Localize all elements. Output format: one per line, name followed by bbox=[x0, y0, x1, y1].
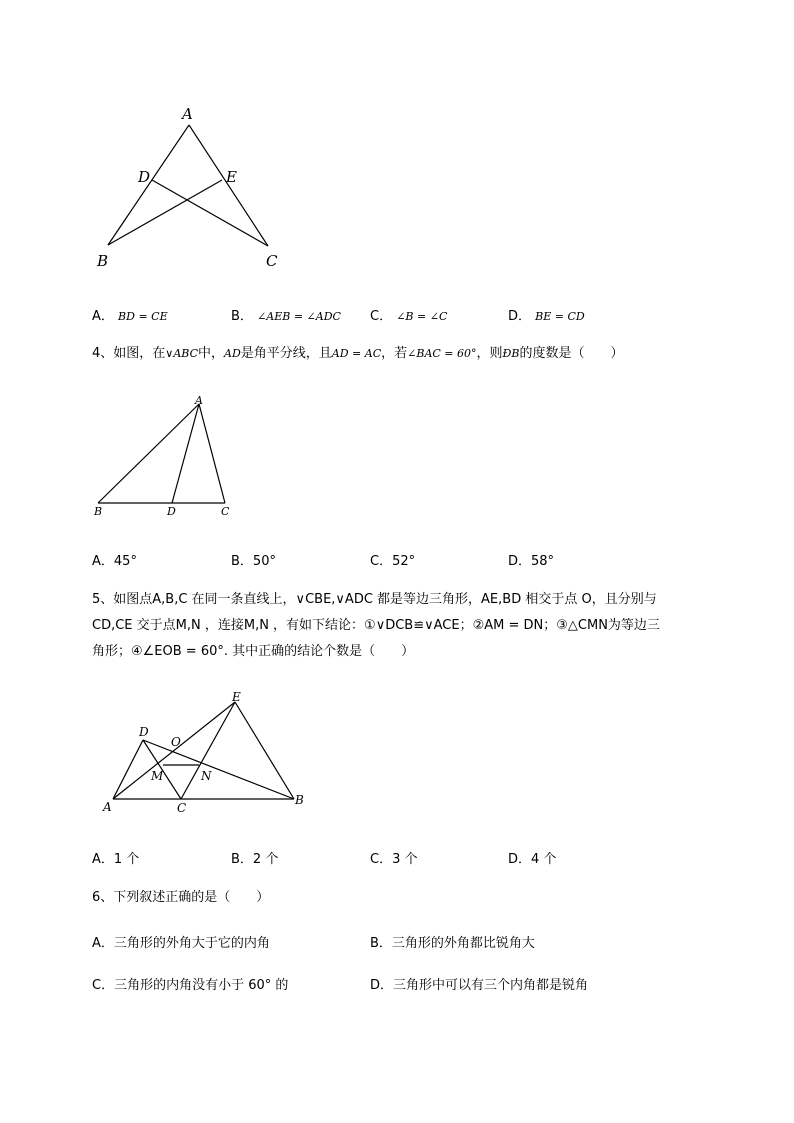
q4-math-4: ∠BAC = 60° bbox=[407, 347, 477, 360]
option-text: 三角形的外角都比锐角大 bbox=[391, 936, 535, 951]
q4-math-3: AD = AC bbox=[331, 347, 382, 360]
fig3-label-b: B bbox=[295, 793, 304, 807]
fig2-label-a: A bbox=[195, 394, 203, 407]
option-text: ∠AEB = ∠ADC bbox=[257, 310, 341, 323]
q5-option-d[interactable] bbox=[508, 848, 556, 867]
fig2-label-d: D bbox=[167, 505, 176, 518]
option-text: 三角形的内角没有小于 60° 的 bbox=[114, 978, 289, 993]
q5-option-a[interactable] bbox=[92, 848, 139, 867]
option-letter: D． bbox=[370, 978, 394, 993]
question-6-stem: 6、下列叙述正确的是（ ） bbox=[92, 890, 270, 905]
segment-ce bbox=[181, 702, 235, 799]
segment-ad bbox=[113, 740, 143, 799]
fig3-label-a: A bbox=[103, 800, 112, 814]
q4-option-b[interactable] bbox=[231, 550, 276, 569]
segment-cd bbox=[152, 180, 268, 246]
fig3-label-o: O bbox=[171, 735, 181, 749]
q4-option-a[interactable] bbox=[92, 550, 137, 569]
option-text: 1 个 bbox=[113, 852, 140, 867]
q6-option-c[interactable] bbox=[92, 974, 288, 993]
figure-triangle-abc-ad bbox=[0, 380, 794, 530]
figure-equilateral-triangles bbox=[0, 680, 794, 830]
q4-text-4: ，若 bbox=[381, 346, 408, 361]
option-text: 2 个 bbox=[252, 852, 279, 867]
option-text: BD = CE bbox=[118, 310, 168, 323]
fig1-label-e: E bbox=[226, 168, 237, 186]
segment-be bbox=[108, 180, 222, 245]
segment-db bbox=[143, 740, 294, 799]
q4-math-5: ÐB bbox=[502, 347, 520, 360]
q4-math-2: AD bbox=[224, 347, 241, 360]
q4-math-1: ∨ABC bbox=[165, 347, 198, 360]
q4-text-1: 4、如图，在 bbox=[92, 346, 166, 361]
fig1-label-a: A bbox=[182, 105, 193, 123]
option-text: 50° bbox=[252, 554, 276, 569]
option-letter: A． bbox=[92, 309, 114, 324]
fig3-label-m: M bbox=[151, 769, 164, 783]
option-text: 58° bbox=[531, 554, 555, 569]
option-letter: C． bbox=[92, 978, 115, 993]
fig1-label-c: C bbox=[266, 252, 278, 270]
option-letter: B． bbox=[231, 309, 253, 324]
q4-option-d[interactable] bbox=[508, 550, 554, 569]
segment-eb bbox=[235, 702, 294, 799]
fig1-label-d: D bbox=[138, 168, 151, 186]
option-letter: B． bbox=[370, 936, 392, 951]
fig2-label-b: B bbox=[94, 505, 103, 518]
option-letter: C． bbox=[370, 309, 393, 324]
option-text: 45° bbox=[113, 554, 137, 569]
q4-option-c[interactable] bbox=[370, 550, 415, 569]
q3-option-a[interactable] bbox=[92, 305, 168, 324]
q5-option-b[interactable] bbox=[231, 848, 278, 867]
option-text: BE = CD bbox=[535, 310, 585, 323]
q6-option-b[interactable] bbox=[370, 932, 535, 951]
q4-text-2: 中， bbox=[197, 346, 224, 361]
option-letter: D． bbox=[508, 554, 532, 569]
q5-line-2: CD,CE 交于点M,N ，连接M,N ，有如下结论：①∨DCB≌∨ACE；②AM = DN；③△CMN为等边三 bbox=[92, 618, 660, 633]
question-4-stem bbox=[92, 341, 624, 367]
option-letter: C． bbox=[370, 852, 393, 867]
fig3-label-c: C bbox=[177, 801, 187, 815]
option-text: 3 个 bbox=[392, 852, 418, 867]
q3-option-b[interactable] bbox=[231, 305, 341, 324]
option-letter: D． bbox=[508, 852, 532, 867]
fig1-label-b: B bbox=[97, 252, 109, 270]
q3-option-d[interactable] bbox=[508, 305, 585, 324]
q3-option-c[interactable] bbox=[370, 305, 447, 324]
segment-ab bbox=[98, 404, 199, 503]
q4-text-5: ，则 bbox=[476, 346, 503, 361]
option-letter: B． bbox=[231, 554, 253, 569]
option-text: 三角形的外角大于它的内角 bbox=[113, 936, 270, 951]
fig3-label-d: D bbox=[139, 725, 149, 739]
segment-ad bbox=[172, 404, 199, 503]
option-letter: A． bbox=[92, 554, 114, 569]
option-letter: C． bbox=[370, 554, 393, 569]
fig3-label-n: N bbox=[201, 769, 212, 783]
q5-option-c[interactable] bbox=[370, 848, 417, 867]
option-text: 三角形中可以有三个内角都是锐角 bbox=[393, 978, 589, 993]
segment-ac bbox=[199, 404, 225, 503]
option-text: 52° bbox=[392, 554, 416, 569]
option-letter: A． bbox=[92, 852, 114, 867]
fig2-label-c: C bbox=[221, 505, 230, 518]
question-5-stem bbox=[92, 587, 660, 665]
q5-line-1: 5、如图点A,B,C 在同一条直线上，∨CBE,∨ADC 都是等边三角形，AE,BD 相交于点 O，且分别与 bbox=[92, 592, 657, 607]
option-text: 4 个 bbox=[531, 852, 557, 867]
segment-ae bbox=[113, 702, 235, 799]
q4-text-6: 的度数是（ ） bbox=[519, 346, 624, 361]
option-letter: D． bbox=[508, 309, 532, 324]
fig3-label-e: E bbox=[232, 690, 241, 704]
q6-option-d[interactable] bbox=[370, 974, 588, 993]
q4-text-3: 是角平分线，且 bbox=[240, 346, 332, 361]
figure-triangle-abc-de bbox=[0, 0, 794, 300]
option-letter: B． bbox=[231, 852, 253, 867]
option-letter: A． bbox=[92, 936, 114, 951]
q5-line-3: 角形；④∠EOB = 60°. 其中正确的结论个数是（ ） bbox=[92, 644, 415, 659]
option-text: ∠B = ∠C bbox=[396, 310, 448, 323]
q6-option-a[interactable] bbox=[92, 932, 270, 951]
